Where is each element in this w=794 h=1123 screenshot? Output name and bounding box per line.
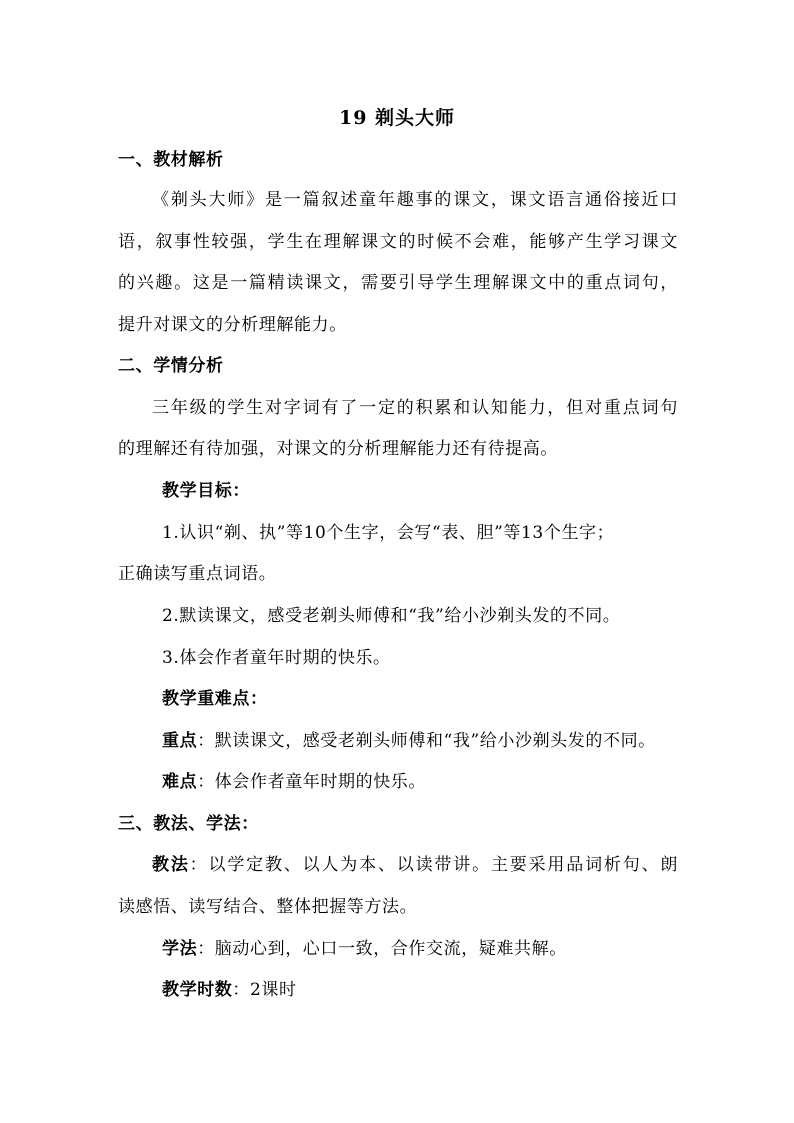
goal-item-1-line-2: 正确读写重点词语。: [118, 564, 277, 584]
method-row: [152, 851, 678, 879]
section2-line-2: 的理解还有待加强，对课文的分析理解能力还有待提高。: [118, 439, 558, 459]
keypoints-heading: 教学重难点：: [162, 689, 268, 709]
section2-line-1: 三年级的学生对字词有了一定的积累和认知能力，但对重点词句: [152, 398, 678, 418]
difficulty-row: [162, 768, 722, 796]
section3-heading: 三、教法、学法：: [118, 814, 259, 834]
section1-heading: 一、教材解析: [118, 150, 224, 170]
teaching-hours-label: 教学时数: [162, 980, 233, 1000]
goal-item-2: 2.默读课文，感受老剃头师傅和“我”给小沙剃头发的不同。: [162, 606, 621, 626]
keypoint-row: [162, 727, 722, 755]
keypoint-label: 重点: [162, 731, 198, 751]
study-method-text: ：脑动心到，心口一致，合作交流，疑难共解。: [197, 939, 567, 959]
method-text-line-2: 读感悟、读写结合、整体把握等方法。: [118, 897, 418, 917]
section1-line-2: 语，叙事性较强，学生在理解课文的时候不会难，能够产生学习课文: [118, 232, 678, 252]
method-label: 教法: [152, 855, 190, 875]
goal-item-1-line-1: 1.认识“剃、执”等10个生字，会写“表、胆”等13个生字；: [162, 523, 615, 543]
study-method-row: [162, 935, 722, 963]
goal-item-3: 3.体会作者童年时期的快乐。: [162, 648, 391, 668]
section1-line-4: 提升对课文的分析理解能力。: [118, 315, 347, 335]
difficulty-label: 难点: [162, 772, 198, 792]
lesson-title: 19 剃头大师: [338, 107, 456, 129]
goals-heading: 教学目标：: [162, 481, 250, 501]
section1-line-1: 《剃头大师》是一篇叙述童年趣事的课文，课文语言通俗接近口: [152, 190, 678, 210]
study-method-label: 学法: [162, 939, 198, 959]
section2-heading: 二、学情分析: [118, 356, 224, 376]
method-text-line-1: ：以学定教、以人为本、以读带讲。主要采用品词析句、朗: [189, 855, 678, 875]
teaching-hours-text: ：2课时: [232, 980, 297, 1000]
section1-line-3: 的兴趣。这是一篇精读课文，需要引导学生理解课文中的重点词句，: [118, 273, 678, 293]
keypoint-text: ：默读课文，感受老剃头师傅和“我”给小沙剃头发的不同。: [197, 731, 656, 751]
teaching-hours-row: [162, 976, 722, 1004]
difficulty-text: ：体会作者童年时期的快乐。: [197, 772, 427, 792]
